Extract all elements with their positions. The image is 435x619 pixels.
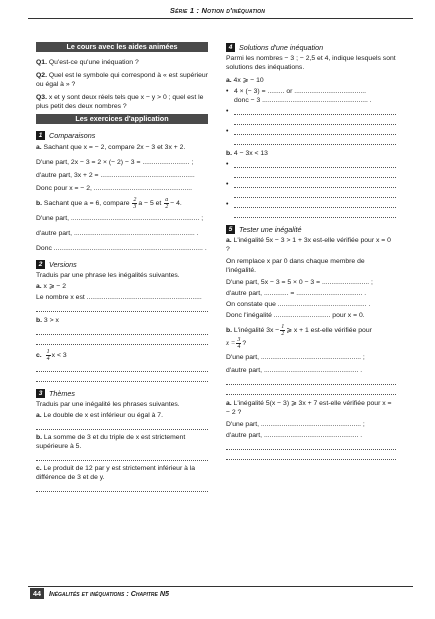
ex4-b-label: b. (226, 150, 233, 157)
ex4-a-bullet-1b: donc − 3 ........................................................ . (234, 97, 372, 104)
q2-text: Quel est le symbole qui correspond à « est supérieur ou égal à » ? (36, 72, 208, 88)
ex2-c-label: c. (36, 352, 42, 359)
q2-label: Q2. (36, 72, 47, 79)
section-2-label: Versions (49, 259, 77, 269)
bullet-icon: • (226, 88, 229, 95)
ex5-a-line-1: D'une part, 5x − 3 = 5 × 0 − 3 = ......................... ; (226, 279, 373, 286)
ex5-c-line-1: D'une part, ..................................................... ; (226, 421, 365, 428)
ex1-line-2: d'autre part, 3x + 2 = .................................................. (36, 172, 195, 179)
ex3-intro: Traduis par une inégalité les phrases suivantes. (36, 401, 180, 408)
answer-line (36, 362, 208, 372)
question-2 (36, 71, 208, 89)
ex4-b (226, 149, 396, 158)
ex5-b-x (226, 337, 396, 350)
ex4-intro: Parmi les nombres − 3 ; − 2,5 et 4, indique lesquels sont solutions des inéquations. (226, 55, 396, 71)
answer-line (226, 440, 396, 450)
series-title: Série 1 : Notion d'inéquation (169, 6, 266, 15)
ex2-a (36, 282, 208, 291)
section-2-title (36, 259, 208, 269)
ex2-a-text: x ⩾ − 2 (41, 283, 67, 290)
q3-text: x et y sont deux réels tels que x − y > 0 ; quel est le plus petit des deux nombres ? (36, 94, 204, 110)
ex3-c-label: c. (36, 465, 42, 472)
ex5-b-q: ? (242, 340, 247, 347)
ex3-b (36, 433, 208, 451)
section-5-number: 5 (226, 225, 235, 234)
page-footer (30, 588, 169, 599)
ex5-c (226, 399, 396, 417)
answer-line (234, 208, 396, 218)
section-3-title (36, 388, 208, 398)
ex1-b-label: b. (36, 200, 43, 207)
ex5-a-line-2: d'autre part, ............. = ................................... . (226, 290, 367, 297)
ex1-b-pre: Sachant que a = 6, compare (42, 200, 132, 207)
ex5-a-line-4: Donc l'inégalité .............................. pour x = 0. (226, 312, 365, 319)
ex1-b-post: − 4. (170, 200, 182, 207)
ex4-b-bullet-1 (226, 158, 396, 168)
ex3-c-text: Le produit de 12 par y est strictement inférieur à la différence de 3 et de y. (36, 465, 196, 481)
ex1-a-text: Sachant que x = − 2, compare 2x − 3 et 3x + 2. (41, 144, 186, 151)
ex5-a (226, 236, 396, 254)
bullet-icon: • (226, 108, 229, 115)
section-3-label: Thèmes (49, 388, 75, 398)
ex5-b-pre: L'inégalité 3x − (232, 327, 280, 334)
fraction-1-4: $\frac{1}{4}$ (46, 349, 50, 362)
answer-line (36, 325, 208, 335)
ex1-line-5: d'autre part, ................................................................ . (36, 230, 199, 237)
bullet-icon: • (226, 181, 229, 188)
section-5-label: Tester une inégalité (239, 224, 302, 234)
ex1-line-3: Donc pour x = − 2, .................................................... (36, 185, 193, 192)
ex3-b-text: La somme de 3 et du triple de x est strictement supérieure à 5. (36, 434, 186, 450)
ex5-b-x-label: x = (226, 340, 236, 347)
section-3-number: 3 (36, 389, 45, 398)
ex5-c-line-2: d'autre part, .................................................. . (226, 432, 363, 439)
ex3-a-text: Le double de x est inférieur ou égal à 7. (41, 412, 163, 419)
ex5-a-label: a. (226, 237, 232, 244)
header-rule (28, 18, 413, 19)
ex2-a-label: a. (36, 283, 42, 290)
exercises-banner: Les exercices d'application (36, 114, 208, 124)
ex4-b-bullet-2 (226, 178, 396, 188)
ex5-b-label: b. (226, 327, 233, 334)
answer-line (36, 335, 208, 345)
ex2-b-text: 3 > x (42, 317, 59, 324)
ex4-b-bullet-3 (226, 198, 396, 208)
ex4-a (226, 76, 396, 85)
ex4-a-label: a. (226, 77, 232, 84)
ex5-b-line-1: D'une part, ..................................................... ; (226, 354, 365, 361)
question-3 (36, 93, 208, 111)
ex5-b-line-2: d'autre part, .................................................. . (226, 367, 363, 374)
ex2-intro: Traduis par une phrase les inégalités suivantes. (36, 272, 180, 279)
chapter-title: Inégalités et inéquations : Chapitre N5 (49, 589, 170, 598)
ex2-c-text: x < 3 (51, 352, 67, 359)
question-1 (36, 58, 208, 67)
section-4-number: 4 (226, 43, 235, 52)
bullet-icon: • (226, 201, 229, 208)
ex1-b (36, 197, 208, 210)
cours-banner: Le cours avec les aides animées (36, 42, 208, 52)
section-4-label: Solutions d'une inéquation (239, 42, 324, 52)
ex4-a-bullet-3 (226, 125, 396, 135)
q3-label: Q3. (36, 94, 47, 101)
ex1-a-label: a. (36, 144, 42, 151)
ex3-c (36, 464, 208, 482)
answer-line (36, 372, 208, 382)
section-2-number: 2 (36, 260, 45, 269)
q1-label: Q1. (36, 59, 47, 66)
answer-line (36, 302, 208, 312)
section-4-title (226, 42, 396, 52)
answer-line (234, 168, 396, 178)
answer-line (36, 482, 208, 492)
ex2-b (36, 316, 208, 325)
answer-line (36, 420, 208, 430)
answer-line (226, 385, 396, 395)
section-5-title (226, 224, 396, 234)
ex4-a-text: 4x ⩾ − 10 (231, 77, 264, 84)
ex5-a-para: On remplace x par 0 dans chaque membre de l'inégalité. (226, 258, 365, 274)
ex1-b-mid: a − 5 et (138, 200, 162, 207)
ex4-a-bullet-1: • 4 × (− 3) = ......... or ...................................... (226, 88, 367, 95)
section-1-label: Comparaisons (49, 130, 96, 140)
section-1-number: 1 (36, 131, 45, 140)
ex3-a-label: a. (36, 412, 42, 419)
right-column (226, 42, 396, 460)
ex2-a-line: Le nombre x est ............................................................. (36, 294, 202, 301)
ex5-a-text: L'inégalité 5x − 3 > 1 + 3x est-elle vérifiée pour x = 0 ? (226, 237, 391, 253)
page-number: 44 (30, 588, 44, 599)
ex2-c (36, 349, 208, 362)
ex1-line-1: D'une part, 2x − 3 = 2 × (− 2) − 3 = ......................... ; (36, 159, 194, 166)
ex5-c-label: a. (226, 400, 232, 407)
footer-rule (28, 586, 413, 587)
bullet-icon: • (226, 161, 229, 168)
answer-line (234, 135, 396, 145)
q1-text: Qu'est-ce qu'une inéquation ? (46, 59, 139, 66)
answer-line (36, 451, 208, 461)
ex5-c-text: L'inégalité 5(x − 3) ⩾ 3x + 7 est-elle vérifiée pour x = − 2 ? (226, 400, 392, 416)
section-1-title (36, 130, 208, 140)
fraction-3-4: $\frac{3}{4}$ (237, 337, 241, 350)
answer-line (234, 115, 396, 125)
left-column (36, 42, 208, 492)
ex1-line-6: Donc ............................................................................... . (36, 245, 207, 252)
bullet-icon: • (226, 128, 229, 135)
ex5-b (226, 324, 396, 337)
answer-line (234, 188, 396, 198)
ex4-b-text: 4 − 3x < 13 (232, 150, 268, 157)
ex1-a (36, 143, 208, 152)
fraction-1-2: $\frac{1}{2}$ (281, 324, 285, 337)
fraction-a-2: $\frac{a}{2}$ (165, 197, 169, 210)
ex2-b-label: b. (36, 317, 43, 324)
answer-line (226, 450, 396, 460)
ex3-b-label: b. (36, 434, 43, 441)
ex3-a (36, 411, 208, 420)
ex5-b-post: ⩾ x + 1 est-elle vérifiée pour (286, 327, 372, 334)
ex5-a-line-3: On constate que ............................................... . (226, 301, 371, 308)
ex4-a-bullet-2 (226, 105, 396, 115)
answer-line (226, 375, 396, 385)
ex1-line-4: D'une part, .................................................................... ; (36, 215, 204, 222)
fraction-2-3: $\frac{2}{3}$ (133, 197, 137, 210)
